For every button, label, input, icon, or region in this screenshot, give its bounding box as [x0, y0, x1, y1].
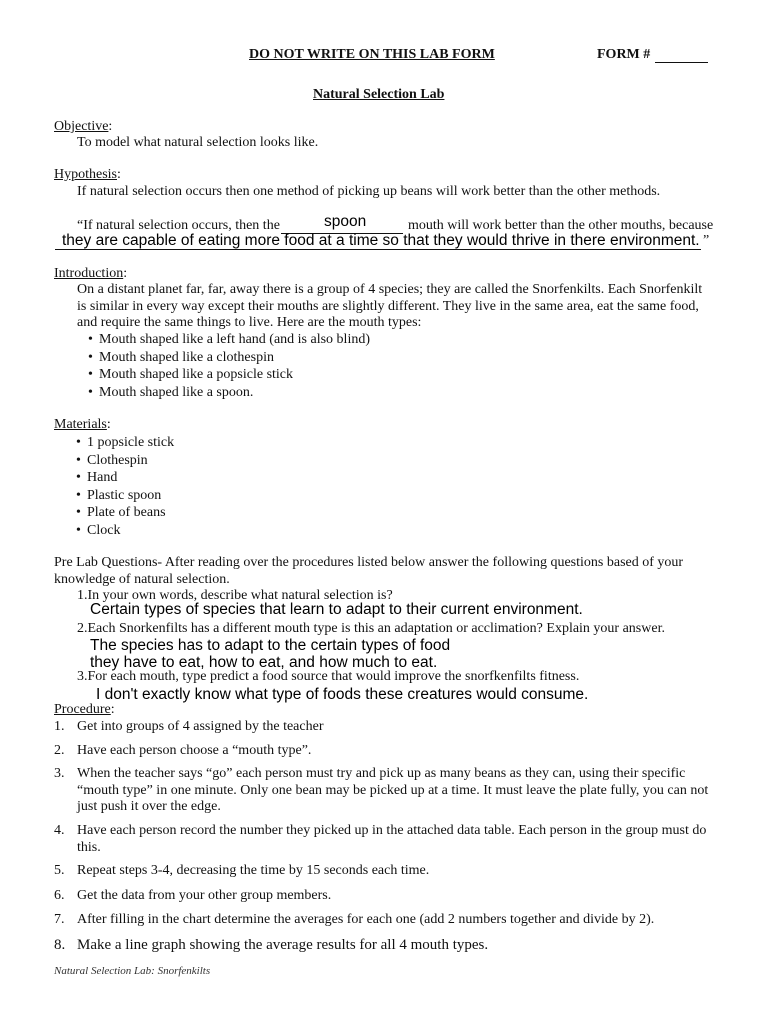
introduction-heading-label: Introduction	[54, 266, 124, 281]
objective-heading-label: Objective	[54, 119, 109, 134]
hypothesis-sentence-mid: mouth will work better than the other mouths, because	[408, 218, 714, 233]
procedure-heading	[54, 702, 115, 718]
prelab-answer-2-line-1[interactable]: The species has to adapt to the certain types of food	[90, 637, 451, 654]
introduction-heading	[54, 266, 127, 282]
mouth-types-list	[88, 331, 370, 401]
hypothesis-close-quote: ”	[703, 233, 710, 248]
list-item: • Clothespin	[76, 452, 174, 470]
hypothesis-heading	[54, 167, 121, 183]
objective-heading	[54, 119, 112, 135]
hypothesis-heading-colon: :	[117, 167, 121, 182]
procedure-heading-colon: :	[110, 702, 115, 717]
introduction-paragraph: On a distant planet far, far, away there is a group of 4 species; they are called the Snorfenkilts. Each Snorfenkilt is similar in every way except their mouths are slightly different. They live in the same area, eat the same food, and require the same things to live. Here are the mouth types:	[77, 282, 703, 330]
procedure-step-number: 4.	[54, 823, 65, 838]
procedure-step-number: 3.	[54, 766, 65, 781]
procedure-step-text: Make a line graph showing the average results for all 4 mouth types.	[77, 937, 489, 953]
prelab-question-2: 2.Each Snorkenfilts has a different mouth type is this an adaptation or acclimation? Explain your answer.	[77, 621, 665, 636]
procedure-heading-label: Procedure	[54, 702, 111, 717]
prelab-question-3: 3.For each mouth, type predict a food source that would improve the snorfkenfilts fitness.	[77, 669, 580, 684]
procedure-step-number: 6.	[54, 888, 65, 903]
introduction-heading-colon: :	[123, 266, 128, 281]
list-item: • Mouth shaped like a left hand (and is also blind)	[88, 331, 370, 349]
form-number-label	[597, 47, 650, 63]
procedure-step-text: When the teacher says “go” each person must try and pick up as many beans as they can, using their specific “mouth type” in one minute. Only one bean may be picked up at a time. It must leave the plate fully, you can not just push it over the edge.	[77, 766, 709, 814]
list-item: • Hand	[76, 469, 174, 487]
prelab-answer-3[interactable]: I don't exactly know what type of foods these creatures would consume.	[96, 686, 589, 703]
list-item: • Plate of beans	[76, 504, 174, 522]
reason-answer-field[interactable]: they are capable of eating more food at a time so that they would thrive in there environment.	[62, 232, 700, 249]
mouth-answer-field[interactable]: spoon	[324, 213, 367, 230]
page-footer: Natural Selection Lab: Snorfenkilts	[54, 965, 211, 977]
document-title: Natural Selection Lab	[313, 87, 445, 102]
materials-heading-label: Materials	[54, 417, 107, 432]
hypothesis-heading-label: Hypothesis	[54, 167, 117, 182]
procedure-step-text: Have each person record the number they picked up in the attached data table. Each person in the group must do this.	[77, 823, 707, 855]
list-item: • 1 popsicle stick	[76, 434, 174, 452]
procedure-step-number: 5.	[54, 863, 65, 878]
materials-list	[76, 434, 174, 539]
procedure-step-text: After filling in the chart determine the averages for each one (add 2 numbers together and divide by 2).	[77, 912, 655, 927]
objective-text: To model what natural selection looks like.	[77, 135, 319, 150]
list-item: • Mouth shaped like a clothespin	[88, 349, 370, 367]
list-item: • Mouth shaped like a spoon.	[88, 384, 370, 402]
list-item: • Clock	[76, 522, 174, 540]
header-title: DO NOT WRITE ON THIS LAB FORM	[249, 47, 495, 62]
procedure-step-number: 7.	[54, 912, 65, 927]
procedure-step-number: 1.	[54, 719, 65, 734]
procedure-step-text: Get the data from your other group members.	[77, 888, 332, 903]
form-number-blank	[655, 62, 708, 63]
list-item: • Mouth shaped like a popsicle stick	[88, 366, 370, 384]
materials-heading	[54, 417, 111, 433]
prelab-question-1: 1.In your own words, describe what natural selection is?	[77, 588, 393, 603]
list-item: • Plastic spoon	[76, 487, 174, 505]
objective-heading-colon: :	[108, 119, 113, 134]
procedure-step-text: Repeat steps 3-4, decreasing the time by 15 seconds each time.	[77, 863, 430, 878]
procedure-step-number: 8.	[54, 937, 66, 953]
procedure-step-number: 2.	[54, 743, 65, 758]
hypothesis-text: If natural selection occurs then one method of picking up beans will work better than the other methods.	[77, 184, 661, 199]
hypothesis-sentence-start: “If natural selection occurs, then the	[77, 218, 280, 233]
procedure-step-text: Get into groups of 4 assigned by the teacher	[77, 719, 324, 734]
form-label: FORM #	[597, 47, 651, 62]
prelab-answer-2-line-2[interactable]: they have to eat, how to eat, and how much to eat.	[90, 654, 438, 671]
prelab-answer-1[interactable]: Certain types of species that learn to adapt to their current environment.	[90, 601, 583, 618]
procedure-step-text: Have each person choose a “mouth type”.	[77, 743, 312, 758]
prelab-intro: Pre Lab Questions- After reading over the procedures listed below answer the following questions based of your knowledge of natural selection.	[54, 555, 684, 587]
materials-heading-colon: :	[106, 417, 111, 432]
